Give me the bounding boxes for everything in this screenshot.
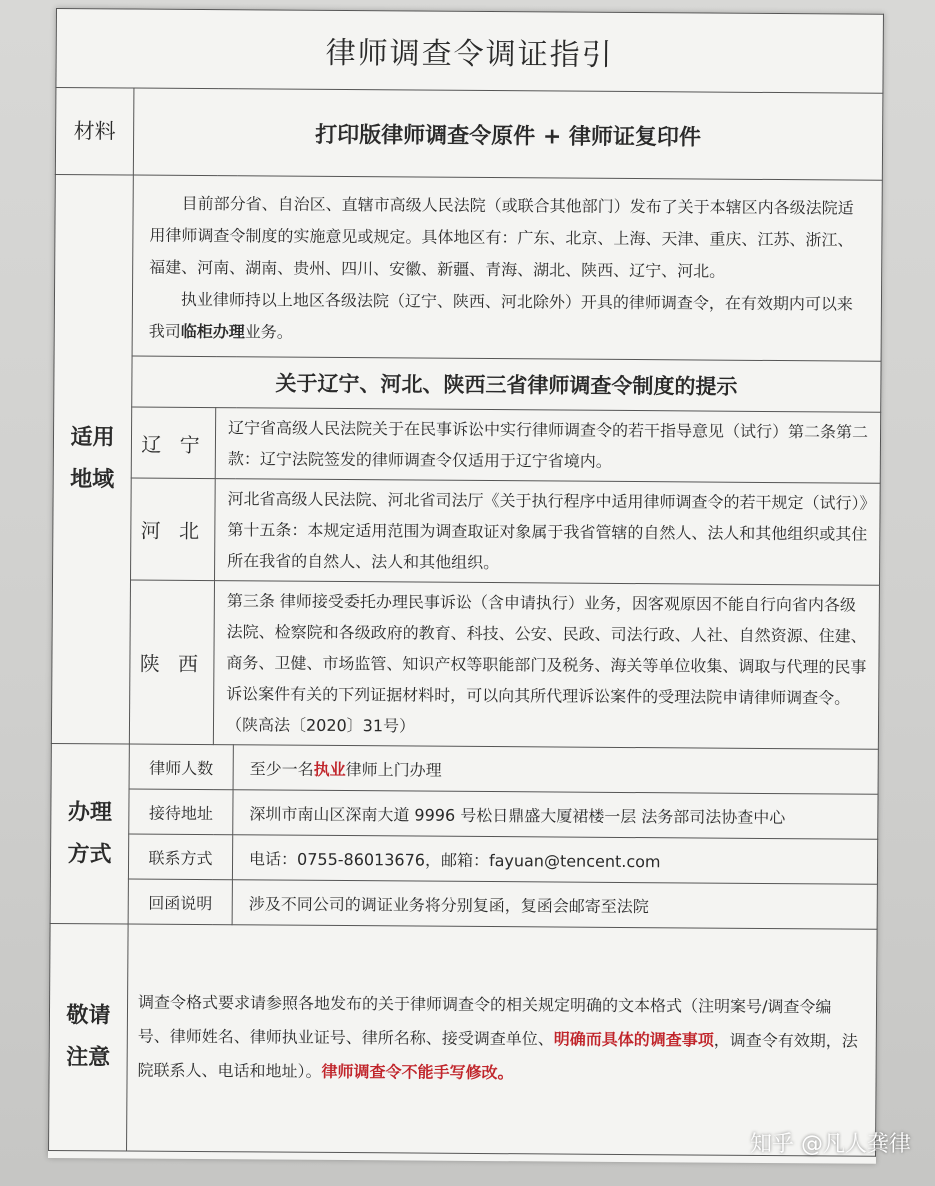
method-row-label: 联系方式	[128, 834, 232, 880]
document-sheet	[48, 8, 884, 1164]
notice-text: 调查令格式要求请参照各地发布的关于律师调查令的相关规定明确的文本格式（注明案号/调查令编号、律师姓名、律师执业证号、律所名称、接受调查单位、明确而具体的调查事项，调查令有效期，法院联系人、电话和地址）。律师调查令不能手写修改。	[127, 924, 878, 1156]
counter-service-text: 临柜办理	[180, 321, 245, 342]
method-row-label: 回函说明	[128, 879, 232, 925]
province-shaanxi: 陕 西	[129, 580, 214, 745]
region-label-line1: 适用	[70, 425, 115, 451]
region-intro	[132, 175, 882, 361]
materials-label: 材料	[55, 88, 134, 176]
page-title: 律师调查令调证指引	[56, 9, 884, 94]
method-row-value: 至少一名执业律师上门办理	[233, 745, 878, 795]
practicing-text: 执业	[313, 759, 346, 779]
method-row-label: 律师人数	[129, 744, 233, 790]
contact-info: 电话：0755-86013676，邮箱：fayuan@tencent.com	[232, 835, 877, 885]
method-label-line2: 方式	[67, 841, 112, 867]
province-liaoning: 辽 宁	[131, 407, 215, 479]
province-liaoning-text: 辽宁省高级人民法院关于在民事诉讼中实行律师调查令的若干指导意见（试行）第二条第二款：辽宁法院签发的律师调查令仅适用于辽宁省境内。	[215, 408, 880, 484]
reply-note: 涉及不同公司的调证业务将分别复函，复函会邮寄至法院	[232, 880, 877, 930]
hint-title: 关于辽宁、河北、陕西三省律师调查令制度的提示	[132, 356, 881, 412]
region-intro-paragraph-2: 执业律师持以上地区各级法院（辽宁、陕西、河北除外）开具的律师调查令，在有效期内可以来我司临柜办理业务。	[148, 289, 854, 342]
province-hebei: 河 北	[131, 478, 216, 581]
method-row-label: 接待地址	[129, 789, 233, 835]
notice-highlight-1: 明确而具体的调查事项	[553, 1029, 714, 1050]
notice-highlight-2: 律师调查令不能手写修改。	[321, 1061, 514, 1083]
guideline-table	[48, 8, 884, 1157]
materials-content: 打印版律师调查令原件 + 律师证复印件	[133, 88, 883, 180]
method-label-line1: 办理	[67, 799, 112, 825]
region-label-line2: 地域	[70, 467, 115, 493]
method-label	[50, 743, 129, 924]
region-label	[51, 174, 133, 744]
notice-label	[49, 923, 129, 1151]
province-shaanxi-text: 第三条 律师接受委托办理民事诉讼（含申请执行）业务，因客观原因不能自行向省内各级法院、检察院和各级政府的教育、科技、公安、民政、司法行政、人社、自然资源、住建、商务、卫健、市场监管、知识产权等职能部门及税务、海关等单位收集、调取与代理的民事诉讼案件有关的下列证据材料时，可以向其所代理诉讼案件的受理法院申请律师调查令。（陕高法〔2020〕31号）	[213, 581, 879, 750]
region-intro-paragraph-1: 目前部分省、自治区、直辖市高级人民法院（或联合其他部门）发布了关于本辖区内各级法院适用律师调查令制度的实施意见或规定。具体地区有：广东、北京、上海、天津、重庆、江苏、浙江、福建、河南、湖南、贵州、四川、安徽、新疆、青海、湖北、陕西、辽宁、河北。	[149, 193, 854, 281]
watermark: 知乎 @凡人龚律	[750, 1132, 911, 1157]
province-hebei-text: 河北省高级人民法院、河北省司法厅《关于执行程序中适用律师调查令的若干规定（试行）》第十五条：本规定适用范围为调查取证对象属于我省管辖的自然人、法人和其他组织或其住所在我省的自然人、法人和其他组织。	[215, 479, 881, 586]
reception-address: 深圳市南山区深南大道 9996 号松日鼎盛大厦裙楼一层 法务部司法协查中心	[233, 790, 878, 840]
notice-label-line2: 注意	[66, 1045, 111, 1071]
notice-label-line1: 敬请	[66, 1003, 111, 1029]
